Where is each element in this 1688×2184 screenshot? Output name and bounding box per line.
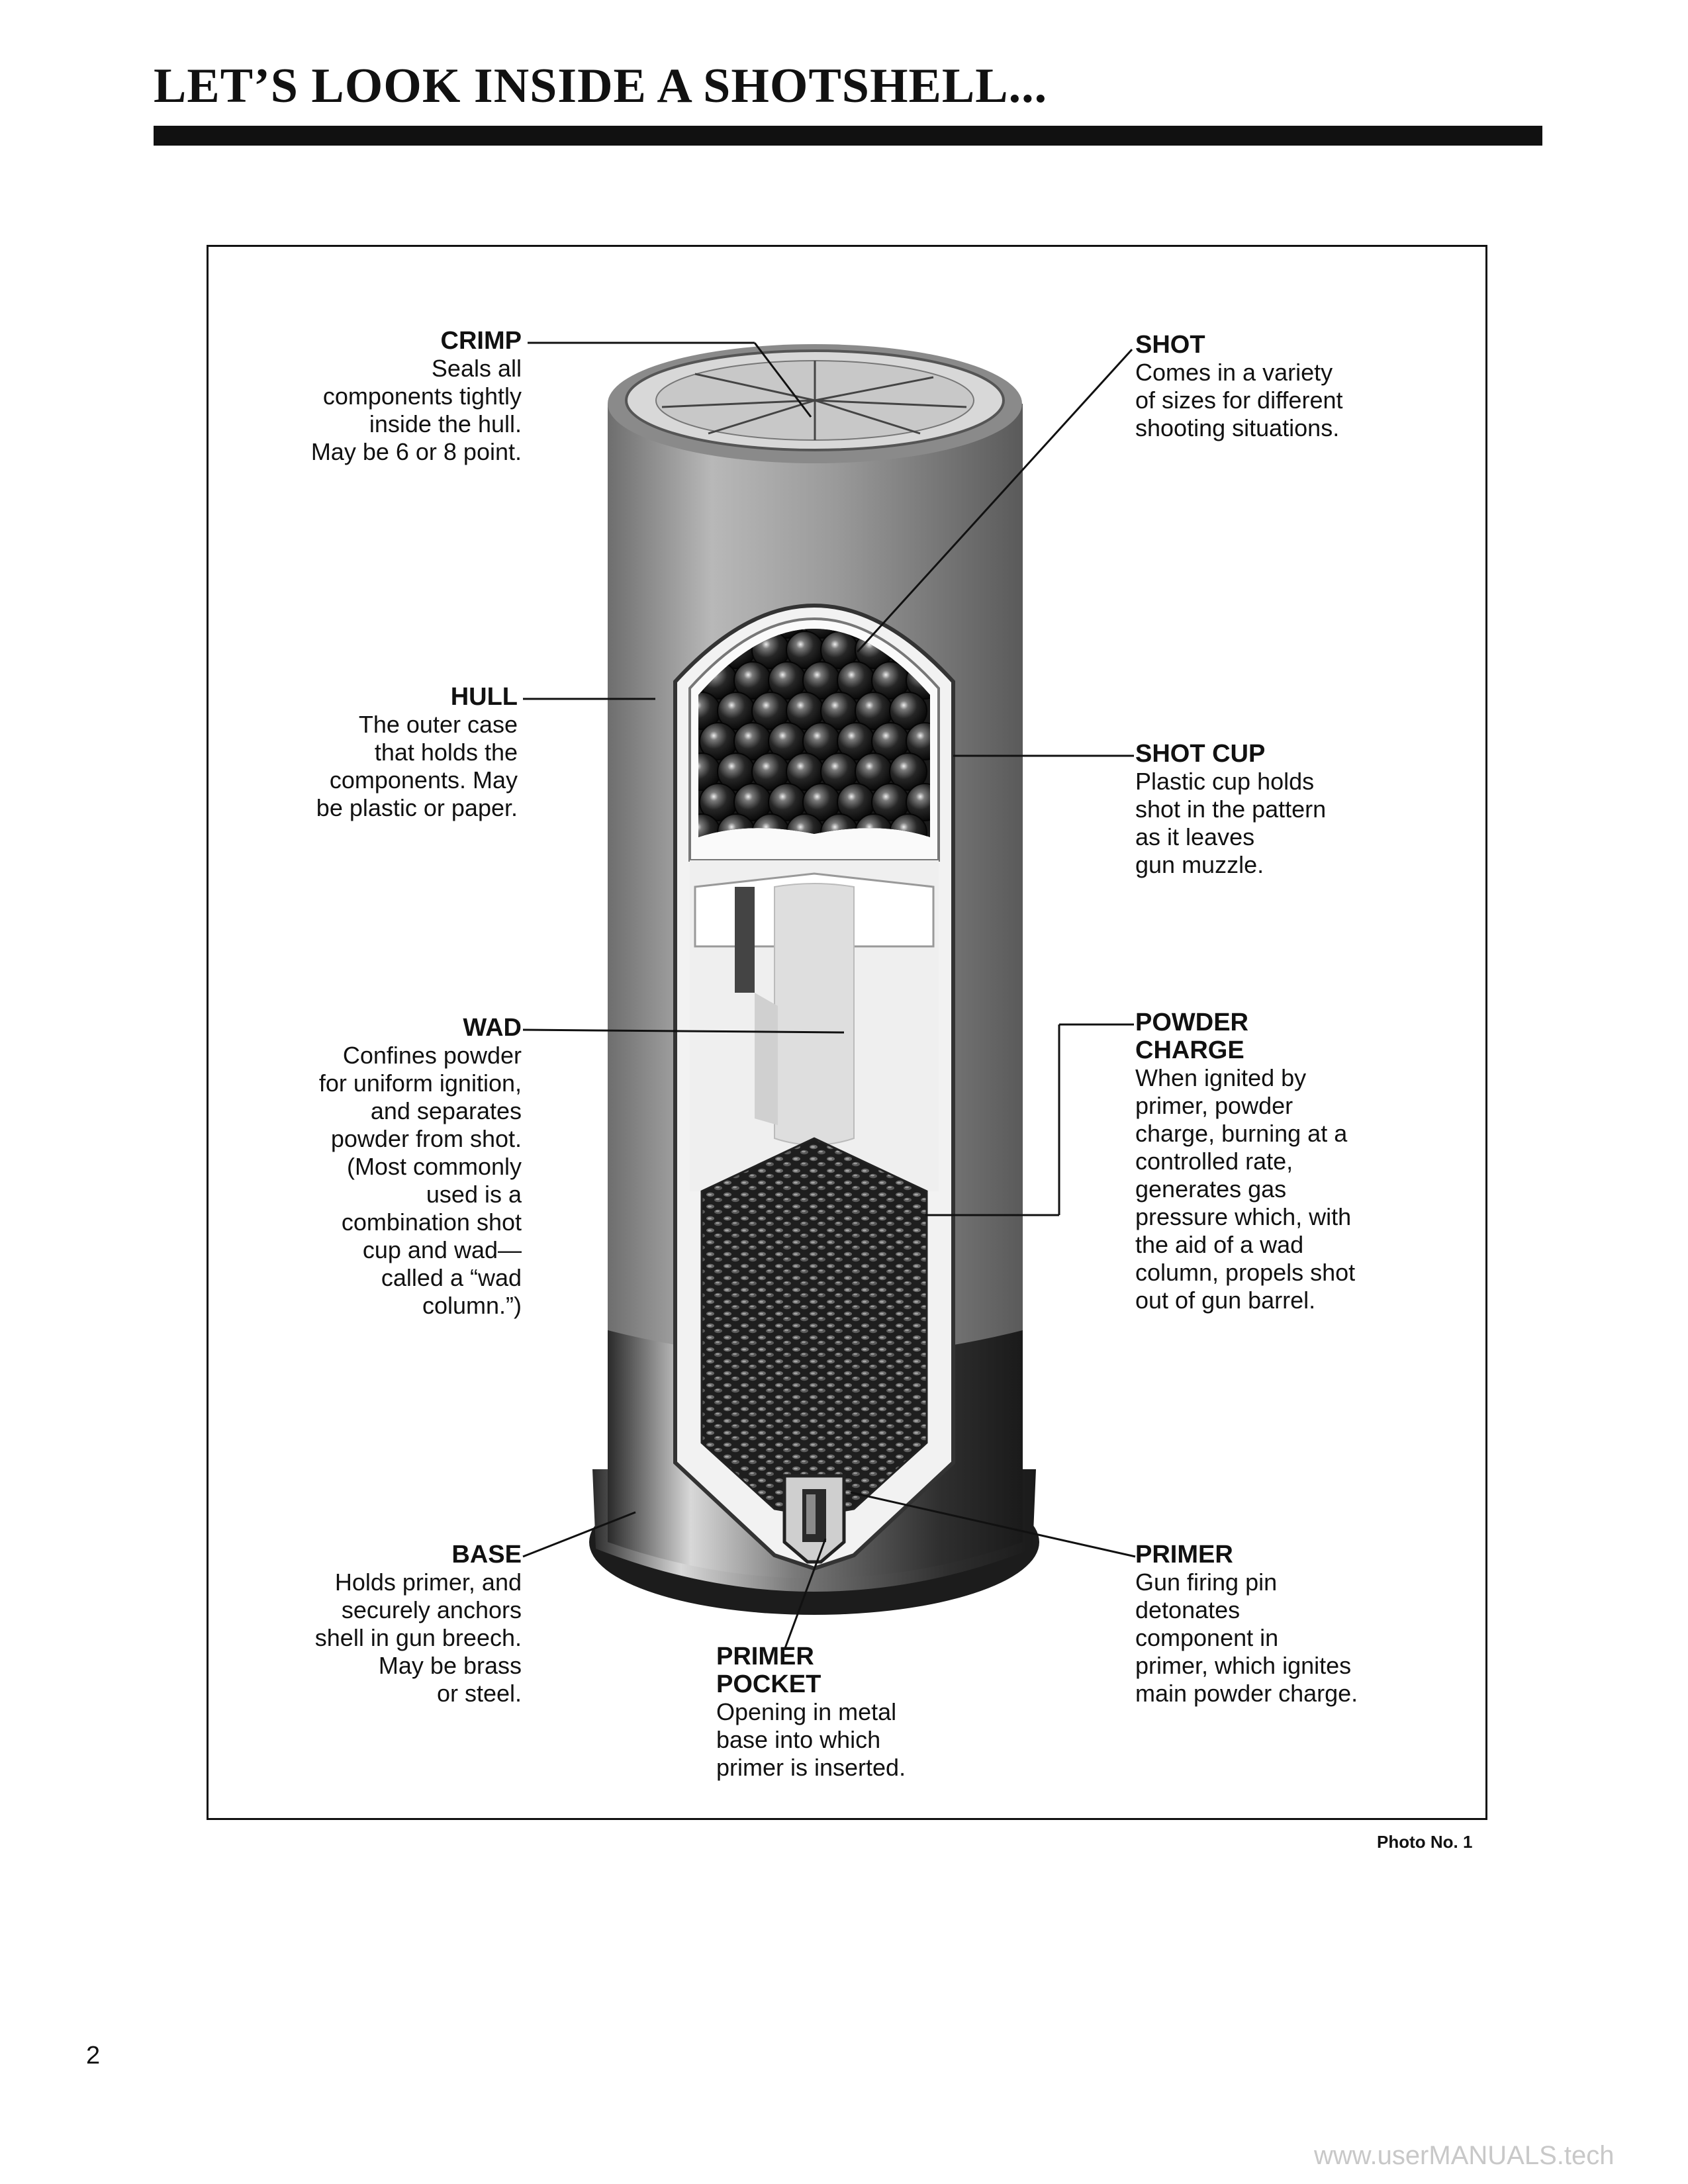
crimp-title: CRIMP [440,327,522,355]
crimp-line-2: components tightly [322,383,522,410]
shot-line-3: shooting situations. [1135,414,1340,441]
hull-title: HULL [450,683,518,711]
hull-line-2: that holds the [374,739,518,766]
hull-line-4: be plastic or paper. [316,794,518,821]
watermark: www.userMANUALS.tech [1314,2141,1615,2170]
label-shot [1135,331,1343,442]
base-line-5: or steel. [436,1680,522,1707]
shot-cup-line-4: gun muzzle. [1135,851,1264,878]
primer-pocket-title-1: PRIMER [716,1643,814,1670]
primer-line-2: detonates [1135,1596,1241,1623]
primer-pocket-line-2: base into which [716,1726,881,1753]
shot-cup-title: SHOT CUP [1135,740,1266,768]
primer-line-1: Gun firing pin [1135,1569,1278,1596]
shot-line-2: of sizes for different [1135,387,1343,414]
crimp-line-1: Seals all [431,355,522,382]
wad-line-10: column.”) [422,1292,522,1319]
crimp-line-3: inside the hull. [369,410,522,437]
powder-charge-line-3: charge, burning at a [1135,1120,1348,1147]
label-base [315,1541,522,1707]
wad-line-5: (Most commonly [346,1153,522,1180]
primer-line-5: main powder charge. [1135,1680,1358,1707]
wad-line-2: for uniform ignition, [318,1069,522,1097]
primer-pocket-line-3: primer is inserted. [716,1754,906,1781]
label-powder-charge [1135,1009,1355,1314]
wad-line-1: Confines powder [342,1042,522,1069]
powder-charge-line-6: pressure which, with [1135,1203,1352,1230]
base-line-4: May be brass [378,1652,522,1679]
label-primer [1135,1541,1358,1707]
powder-charge-title-2: CHARGE [1135,1036,1244,1064]
photo-caption: Photo No. 1 [1377,1832,1473,1852]
primer-title: PRIMER [1135,1541,1233,1569]
base-line-1: Holds primer, and [334,1569,522,1596]
crimp-line-4: May be 6 or 8 point. [310,438,522,465]
primer-line-4: primer, which ignites [1135,1652,1352,1679]
shot-cup-line-3: as it leaves [1135,823,1255,850]
wad-line-3: and separates [370,1097,522,1124]
powder-charge-title-1: POWDER [1135,1009,1248,1036]
hull-line-3: components. May [329,766,518,794]
powder-charge-line-1: When ignited by [1135,1064,1307,1091]
wad-line-4: powder from shot. [330,1125,522,1152]
primer [784,1476,844,1562]
label-primer-pocket [716,1643,906,1782]
label-hull [316,683,518,822]
powder-charge-line-5: generates gas [1135,1175,1287,1203]
hull-line-1: The outer case [358,711,518,738]
primer-pocket-line-1: Opening in metal [716,1698,897,1725]
wad-title: WAD [463,1014,522,1042]
shot-cup-line-1: Plastic cup holds [1135,768,1315,795]
base-line-2: securely anchors [341,1596,522,1623]
powder-charge-line-4: controlled rate, [1135,1148,1293,1175]
label-crimp [311,327,522,466]
wad-line-7: combination shot [341,1208,522,1236]
wad-line-6: used is a [426,1181,522,1208]
wad-line-9: called a “wad [381,1264,522,1291]
page-title: LET’S LOOK INSIDE A SHOTSHELL... [154,59,1048,113]
powder-charge-line-8: column, propels shot [1135,1259,1356,1286]
powder-charge-line-9: out of gun barrel. [1135,1287,1316,1314]
shot-line-1: Comes in a variety [1135,359,1333,386]
base-line-3: shell in gun breech. [314,1624,522,1651]
label-wad [319,1014,522,1320]
powder-charge-line-7: the aid of a wad [1135,1231,1304,1258]
crimp-top [608,344,1022,463]
page-number: 2 [86,2042,101,2070]
base-title: BASE [451,1541,522,1569]
primer-line-3: component in [1135,1624,1279,1651]
shot-title: SHOT [1135,331,1205,359]
shot-cup-line-2: shot in the pattern [1135,796,1327,823]
primer-pocket-title-2: POCKET [716,1670,821,1698]
wad-line-8: cup and wad— [362,1236,522,1263]
label-shot-cup [1135,740,1326,879]
powder-charge [702,1138,927,1516]
powder-charge-line-2: primer, powder [1135,1092,1293,1119]
